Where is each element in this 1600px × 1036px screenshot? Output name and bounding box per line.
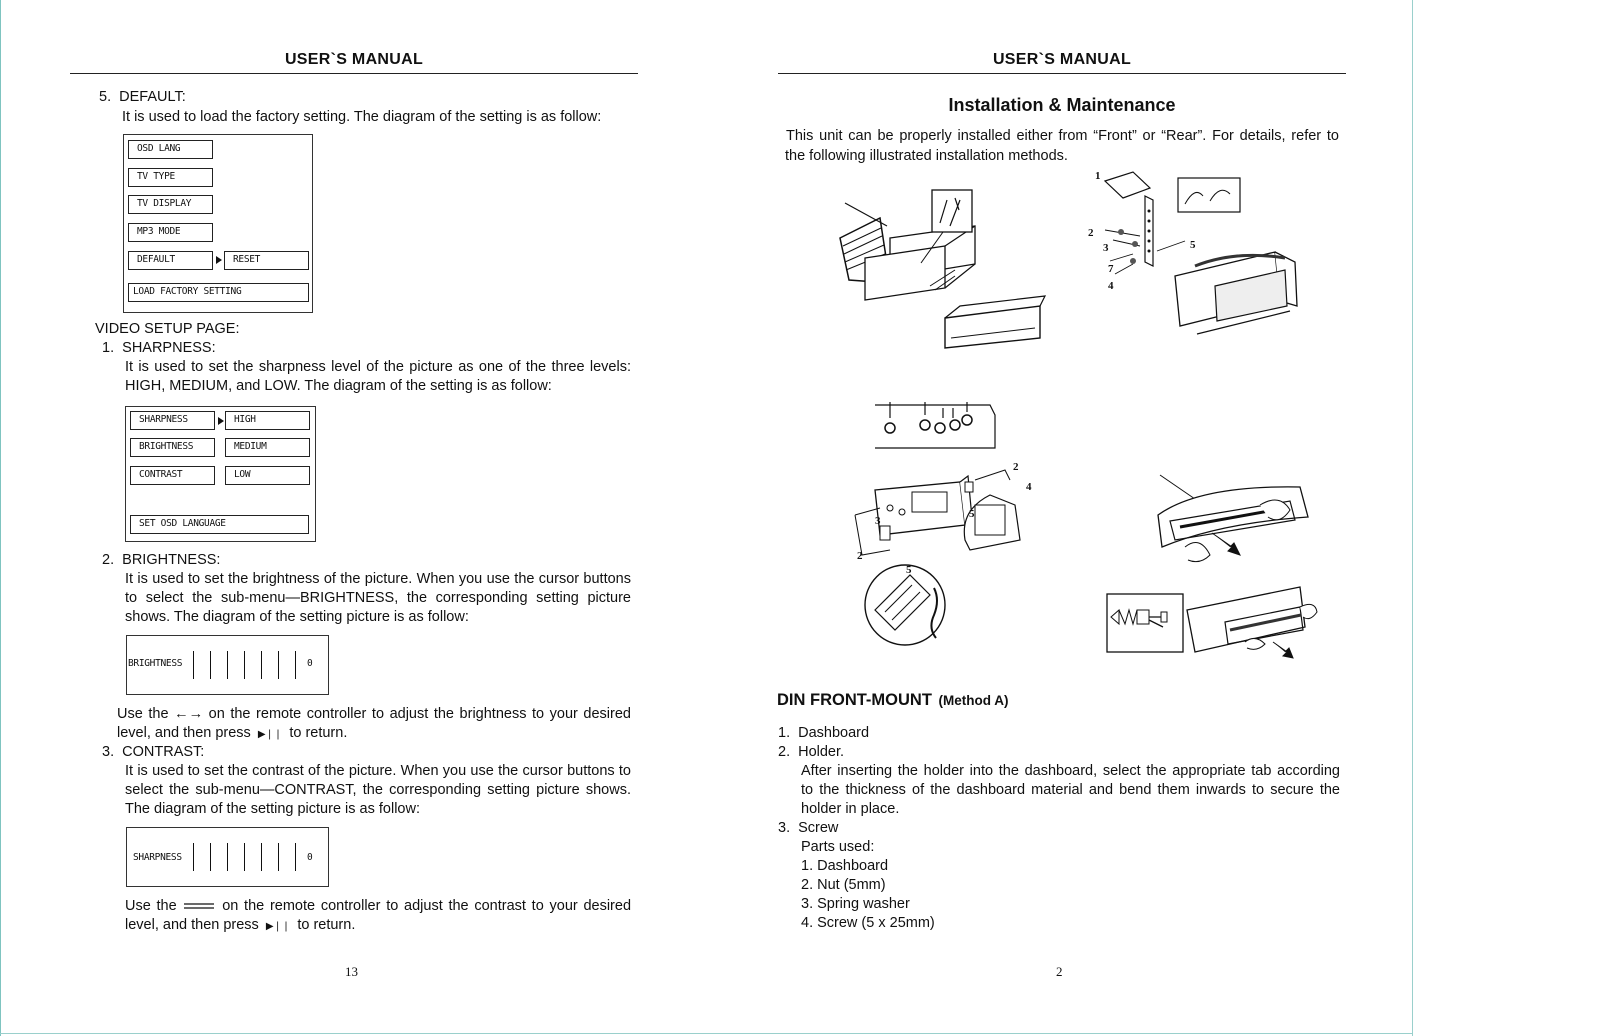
rear-panel-bolts-illustration <box>850 400 1060 675</box>
removal-keys-illustration <box>1140 465 1335 585</box>
contrast-desc-line: select the sub-menu—CONTRAST, the corresponding setting picture shows. <box>125 782 631 798</box>
video-setup-title: VIDEO SETUP PAGE: <box>95 321 240 337</box>
default-osd-menu <box>123 134 313 313</box>
part-number-label: 1 <box>1095 170 1101 182</box>
rear-mount-bracket-illustration <box>1085 166 1310 356</box>
part-number-label: 2 <box>1088 227 1094 239</box>
parts-list-item: 3. Screw <box>778 820 839 836</box>
osd-menu-item: CONTRAST <box>130 466 215 485</box>
brightness-usage-line: level, and then press ▶❘❘ to return. <box>117 725 348 741</box>
osd-status-line: LOAD FACTORY SETTING <box>128 283 309 302</box>
right-page-header: USER`S MANUAL <box>992 51 1132 68</box>
brightness-desc-line: shows. The diagram of the setting picture is as follow: <box>125 609 469 625</box>
contrast-osd-bar <box>126 827 329 887</box>
osd-menu-item: TV TYPE <box>128 168 213 187</box>
osd-option: LOW <box>225 466 310 485</box>
holder-desc-line: After inserting the holder into the dashboard, select the appropriate tab according <box>801 763 1340 779</box>
selection-arrow-icon <box>216 256 222 264</box>
part-number-label: 2 <box>857 550 863 562</box>
osd-menu-item: DEFAULT <box>128 251 213 270</box>
brightness-desc-line: to select the sub-menu—BRIGHTNESS, the corresponding setting picture <box>125 590 631 606</box>
parts-used-item: 4. Screw (5 x 25mm) <box>801 915 935 931</box>
brightness-osd-bar <box>126 635 329 695</box>
brightness-item-title: 2. BRIGHTNESS: <box>102 552 221 568</box>
left-right-arrow-icon: ←→ <box>174 706 204 722</box>
left-manual-page <box>0 0 708 1036</box>
up-down-keys-icon <box>182 901 216 911</box>
brightness-level-ticks <box>193 651 312 681</box>
front-mount-slide-in-illustration <box>835 188 1055 358</box>
page-bottom-edge <box>0 1033 1412 1034</box>
play-pause-icon: ▶❘❘ <box>257 729 283 740</box>
osd-menu-item: MP3 MODE <box>128 223 213 242</box>
contrast-usage-line: Use the on the remote controller to adjust the contrast to your desired <box>125 898 632 914</box>
right-header-rule <box>778 73 1346 74</box>
video-setup-osd-menu <box>125 406 316 542</box>
left-header-rule <box>70 73 638 74</box>
part-number-label: 4 <box>1026 481 1032 493</box>
sharpness-desc-line: It is used to set the sharpness level of the picture as one of the three levels: <box>125 359 631 375</box>
part-number-label: 7 <box>1108 263 1114 275</box>
left-page-header: USER`S MANUAL <box>284 51 424 68</box>
part-number-label: 2 <box>1013 461 1019 473</box>
installation-intro-line: the following illustrated installation methods. <box>785 148 1068 164</box>
right-page-number: 2 <box>1056 964 1063 979</box>
osd-option: MEDIUM <box>225 438 310 457</box>
sharpness-item-title: 1. SHARPNESS: <box>102 340 216 356</box>
osd-menu-item: OSD LANG <box>128 140 213 159</box>
parts-used-item: 2. Nut (5mm) <box>801 877 886 893</box>
part-number-label: 5 <box>969 508 975 520</box>
contrast-usage-line: level, and then press ▶❘❘ to return. <box>125 917 356 933</box>
contrast-level-ticks <box>193 843 312 873</box>
contrast-bar-value: 0 <box>307 852 313 863</box>
contrast-desc-line: It is used to set the contrast of the picture. When you use the cursor buttons to <box>125 763 631 779</box>
default-description: It is used to load the factory setting. The diagram of the setting is as follow: <box>122 109 602 125</box>
parts-used-title: Parts used: <box>801 839 875 855</box>
default-item-title: 5. DEFAULT: <box>99 89 186 105</box>
part-number-label: 4 <box>1108 280 1114 292</box>
parts-list-item: 1. Dashboard <box>778 725 870 741</box>
sharpness-desc-line: HIGH, MEDIUM, and LOW. The diagram of the setting is as follow: <box>125 378 552 394</box>
din-front-mount-title: DIN FRONT-MOUNT (Method A) <box>777 691 1009 709</box>
installation-title: Installation & Maintenance <box>948 95 1176 115</box>
unit-removal-illustration <box>1105 582 1330 662</box>
brightness-bar-label: BRIGHTNESS <box>128 658 183 669</box>
osd-status-line: SET OSD LANGUAGE <box>130 515 309 534</box>
parts-list-item: 2. Holder. <box>778 744 845 760</box>
contrast-desc-line: The diagram of the setting picture is as follow: <box>125 801 420 817</box>
play-pause-icon: ▶❘❘ <box>265 921 291 932</box>
part-number-label: 5 <box>1190 239 1196 251</box>
holder-desc-line: to the thickness of the dashboard material and bend them inwards to secure the <box>801 782 1340 798</box>
contrast-bar-label: SHARPNESS <box>133 852 182 863</box>
left-page-number: 13 <box>345 964 358 979</box>
osd-option: HIGH <box>225 411 310 430</box>
parts-used-item: 1. Dashboard <box>801 858 889 874</box>
part-number-label: 3 <box>875 515 881 527</box>
holder-desc-line: holder in place. <box>801 801 900 817</box>
parts-used-item: 3. Spring washer <box>801 896 910 912</box>
part-number-label: 5 <box>906 564 912 576</box>
brightness-bar-value: 0 <box>307 658 313 669</box>
selection-arrow-icon <box>218 417 224 425</box>
part-number-label: 3 <box>1103 242 1109 254</box>
osd-menu-item: BRIGHTNESS <box>130 438 215 457</box>
osd-menu-item: SHARPNESS <box>130 411 215 430</box>
brightness-desc-line: It is used to set the brightness of the picture. When you use the cursor buttons <box>125 571 631 587</box>
osd-menu-item: TV DISPLAY <box>128 195 213 214</box>
osd-sub-value: RESET <box>224 251 309 270</box>
brightness-usage-line: Use the ←→ on the remote controller to adjust the brightness to your desired <box>117 706 631 722</box>
installation-intro-line: This unit can be properly installed either from “Front” or “Rear”. For details, refer to <box>786 128 1339 144</box>
contrast-item-title: 3. CONTRAST: <box>102 744 205 760</box>
